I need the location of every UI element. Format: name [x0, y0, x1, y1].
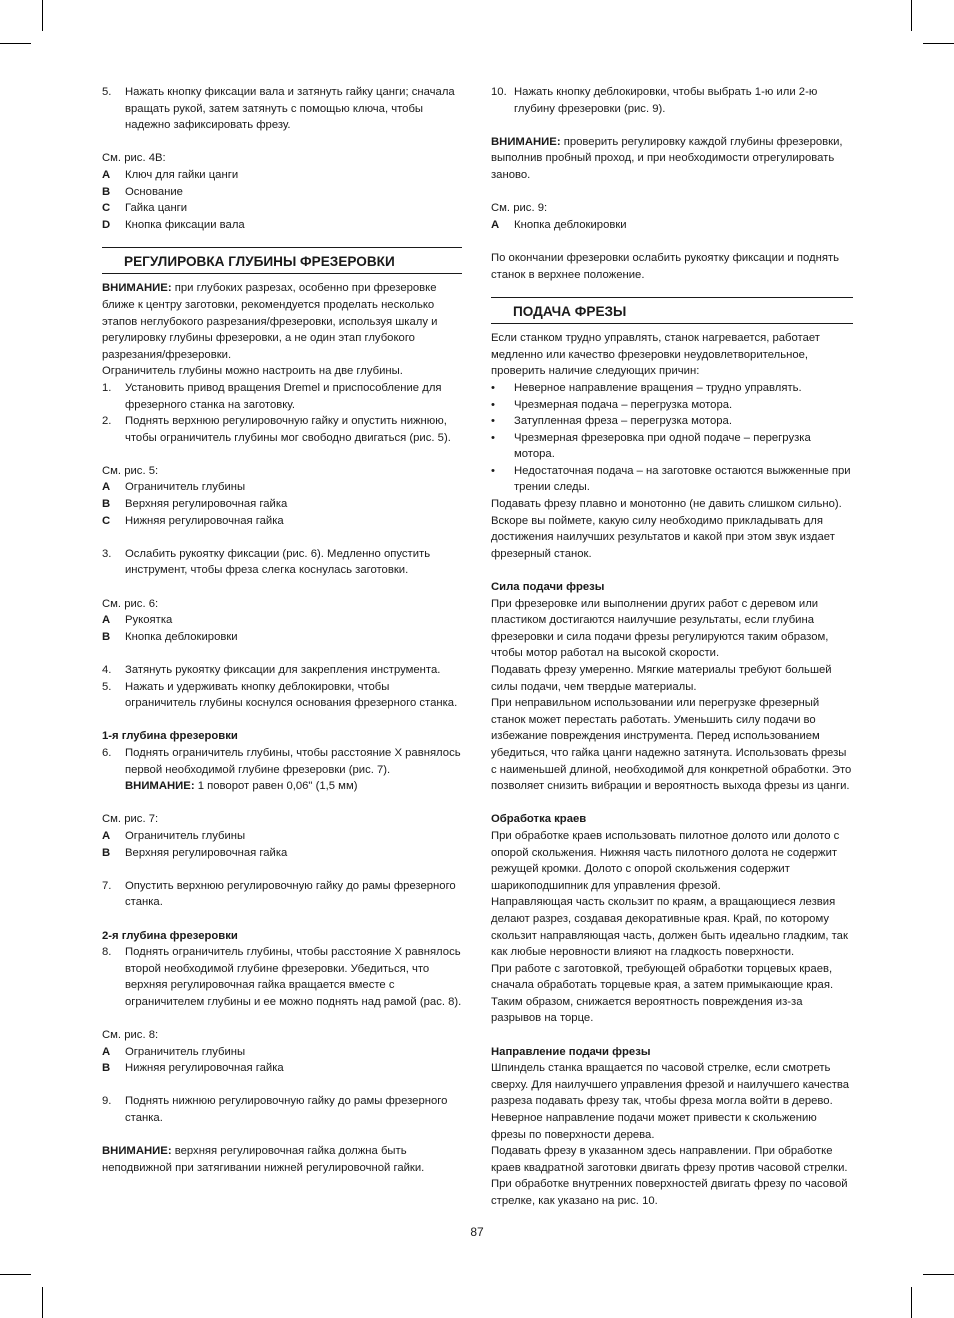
warning-note: ВНИМАНИЕ: при глубоких разрезах, особенно при фрезеровке ближе к центру заготовки, рекомендуется проделать несколько этапов неглубокого разрезания/фрезеровки, используя шкалу и регулировку глубины фрезеровки, а не один этап глубокого разрезания/фрезеровки.	[102, 282, 438, 361]
figure-ref-4b: См. рис. 4B:	[102, 152, 166, 165]
warning-note: ВНИМАНИЕ: верхняя регулировочная гайка должна быть неподвижной при затягивании нижней регулировочной гайки.	[102, 1145, 425, 1174]
crop-mark	[923, 43, 954, 44]
feed-outro: Подавать фрезу плавно и монотонно (не давить слишком сильно). Вскоре вы поймете, какую силу необходимо прикладывать для достижения наилучших результатов и какой при этом звук издает фрезерный станок.	[491, 498, 842, 560]
figure-ref-9: См. рис. 9:	[491, 202, 548, 215]
right-column	[491, 84, 853, 1210]
legend-item: B Верхняя регулировочная гайка	[102, 846, 288, 859]
step-5b: 5. Нажать и удерживать кнопку деблокировки, чтобы ограничитель глубины коснулся основания фрезерного станка.	[102, 680, 458, 710]
list-item: • Чрезмерная подача – перегрузка мотора.	[491, 398, 733, 411]
step-6: 6. Поднять ограничитель глубины, чтобы расстояние X равнялось первой необходимой глубине фрезеровки (рис. 7). ВНИМАНИЕ: 1 поворот равен 0,06" (1,5 мм)	[102, 746, 461, 793]
legend-item: A Ограничитель глубины	[102, 829, 246, 842]
page-number: 87	[470, 1225, 484, 1239]
paragraph: Направляющая часть скользит по краям, а вращающиеся лезвия делают разрез, создавая декоративные края. Край, по которому скользит направляющая часть, должен быть идеально гладким, так как любые неровности влияют на гладкость поверхности.	[491, 896, 848, 959]
legend-item: A Ограничитель глубины	[102, 1045, 246, 1058]
list-item: • Недостаточная подача – на заготовке остаются выжженные при трении следы.	[491, 464, 851, 494]
figure-ref-5: См. рис. 5:	[102, 464, 159, 477]
list-item: • Неверное направление вращения – трудно управлять.	[491, 381, 802, 394]
subheading-edge: Обработка краев	[491, 813, 587, 826]
legend-item: A Кнопка деблокировки	[491, 218, 627, 231]
depth-intro: Ограничитель глубины можно настроить на две глубины.	[102, 365, 403, 378]
step-9: 9. Поднять нижнюю регулировочную гайку до рамы фрезерного станка.	[102, 1095, 448, 1125]
step-10: 10. Нажать кнопку деблокировки, чтобы выбрать 1-ю или 2-ю глубину фрезеровки (рис. 9).	[491, 86, 818, 115]
step-2: 2. Поднять верхнюю регулировочную гайку и опустить нижнюю, чтобы ограничитель глубины мог свободно двигаться (рис. 5).	[102, 415, 451, 444]
crop-mark	[42, 0, 43, 31]
legend-item: B Нижняя регулировочная гайка	[102, 1062, 284, 1075]
paragraph: При неправильном использовании или перегрузке фрезерный станок может перестать работать. Уменьшить силу подачи во избежание повреждения инструмента. Перед использованием убедиться, что гайка цанги надежно затянута. Использовать фрезы с наименьшей длиной, необходимой для конкретной обработки. Это позволяет снизить вибрации и вероятность выхода фрезы из цанги.	[491, 697, 852, 793]
crop-mark	[923, 1274, 954, 1275]
paragraph: При фрезеровке или выполнении других работ с деревом или пластиком достигаются наилучшие результаты, если глубина фрезеровки и сила подачи фрезы регулируются таким образом, чтобы мотор работал на высокой скорости.	[491, 597, 829, 660]
legend-item: A Рукоятка	[102, 614, 173, 627]
paragraph: Подавать фрезу в указанном здесь направлении. При обработке краев квадратной заготовки двигать фрезу против часовой стрелки. При обработке внутренних поверхностей двигать фрезу по часовой стрелке, как указано на рис. 10.	[491, 1145, 848, 1207]
section-heading-depth: РЕГУЛИРОВКА ГЛУБИНЫ ФРЕЗЕРОВКИ	[102, 247, 462, 274]
after-milling-note: По окончании фрезеровки ослабить рукоятку фиксации и поднять станок в верхнее положение.	[491, 251, 840, 281]
subheading-feed-direction: Направление подачи фрезы	[491, 1045, 651, 1058]
paragraph: При обработке краев использовать пилотное долото или долото с опорой скольжения. Нижняя часть пилотного долота не содержит режущей кромки. Долото с опорой скольжения содержит шарикоподшипник для управления фрезой.	[491, 829, 840, 892]
subheading-depth-1: 1-я глубина фрезеровки	[102, 730, 238, 743]
legend-item: A Ключ для гайки цанги	[102, 168, 239, 181]
feed-intro: Если станком трудно управлять, станок нагревается, работает медленно или качество фрезеровки неудовлетворительное, проверить наличие следующих причин:	[491, 332, 820, 378]
legend-item: D Кнопка фиксации вала	[102, 218, 245, 231]
legend-item: B Кнопка деблокировки	[102, 630, 238, 643]
step-number: 5.	[102, 86, 112, 98]
left-column	[102, 84, 462, 1176]
paragraph: Шпиндель станка вращается по часовой стрелке, если смотреть сверху. Для наилучшего управления фрезой и наилучшего качества разреза подавать фрезу так, чтобы фреза могла войти в дерево. Неверное направление подачи может привести к скольжению фрезы по поверхности дерева.	[491, 1062, 850, 1141]
legend-item: B Основание	[102, 185, 183, 198]
crop-mark	[911, 0, 912, 31]
legend-item: C Нижняя регулировочная гайка	[102, 514, 284, 527]
step-8: 8. Поднять ограничитель глубины, чтобы расстояние X равнялось второй необходимой глубине фрезеровки. Убедиться, что верхняя регулировочная гайка вращается вместе с ограничителем глубины и ее можно поднять над рамой (рас. 8).	[102, 946, 462, 1008]
section-heading-feed: ПОДАЧА ФРЕЗЫ	[491, 297, 853, 324]
list-item: • Затупленная фреза – перегрузка мотора.	[491, 415, 732, 428]
crop-mark	[911, 1287, 912, 1318]
step-text: Нажать кнопку фиксации вала и затянуть гайку цанги; сначала вращать рукой, затем затянуть с помощью ключа, чтобы надежно зафиксировать фрезу.	[125, 86, 455, 132]
figure-ref-6: См. рис. 6:	[102, 597, 159, 610]
step-3: 3. Ослабить рукоятку фиксации (рис. 6). Медленно опустить инструмент, чтобы фреза слегка коснулась заготовки.	[102, 547, 431, 577]
crop-mark	[0, 43, 31, 44]
subheading-depth-2: 2-я глубина фрезеровки	[102, 929, 238, 942]
warning-note: ВНИМАНИЕ: проверить регулировку каждой глубины фрезеровки, выполнив пробный проход, и при необходимости отрегулировать заново.	[491, 135, 843, 181]
subheading-feed-force: Сила подачи фрезы	[491, 581, 605, 594]
figure-ref-7: См. рис. 7:	[102, 813, 159, 826]
figure-ref-8: См. рис. 8:	[102, 1029, 159, 1042]
step-4: 4. Затянуть рукоятку фиксации для закрепления инструмента.	[102, 664, 441, 676]
step-5	[102, 84, 462, 134]
list-item: • Чрезмерная фрезеровка при одной подаче – перегрузка мотора.	[491, 431, 811, 461]
step-1: 1. Установить привод вращения Dremel и приспособление для фрезерного станка на заготовку.	[102, 381, 442, 411]
paragraph: Подавать фрезу умеренно. Мягкие материалы требуют большей силы подачи, чем твердые материалы.	[491, 664, 832, 693]
legend-item: C Гайка цанги	[102, 202, 188, 215]
crop-mark	[0, 1274, 31, 1275]
crop-mark	[42, 1287, 43, 1318]
legend-item: B Верхняя регулировочная гайка	[102, 498, 288, 511]
step-7: 7. Опустить верхнюю регулировочную гайку до рамы фрезерного станка.	[102, 879, 456, 909]
paragraph: При работе с заготовкой, требующей обработки торцевых краев, сначала обработать торцевые края, а затем примыкающие края. Таким образом, снижается вероятность повреждения из-за разрывов на торце.	[491, 962, 834, 1025]
legend-item: A Ограничитель глубины	[102, 481, 246, 494]
